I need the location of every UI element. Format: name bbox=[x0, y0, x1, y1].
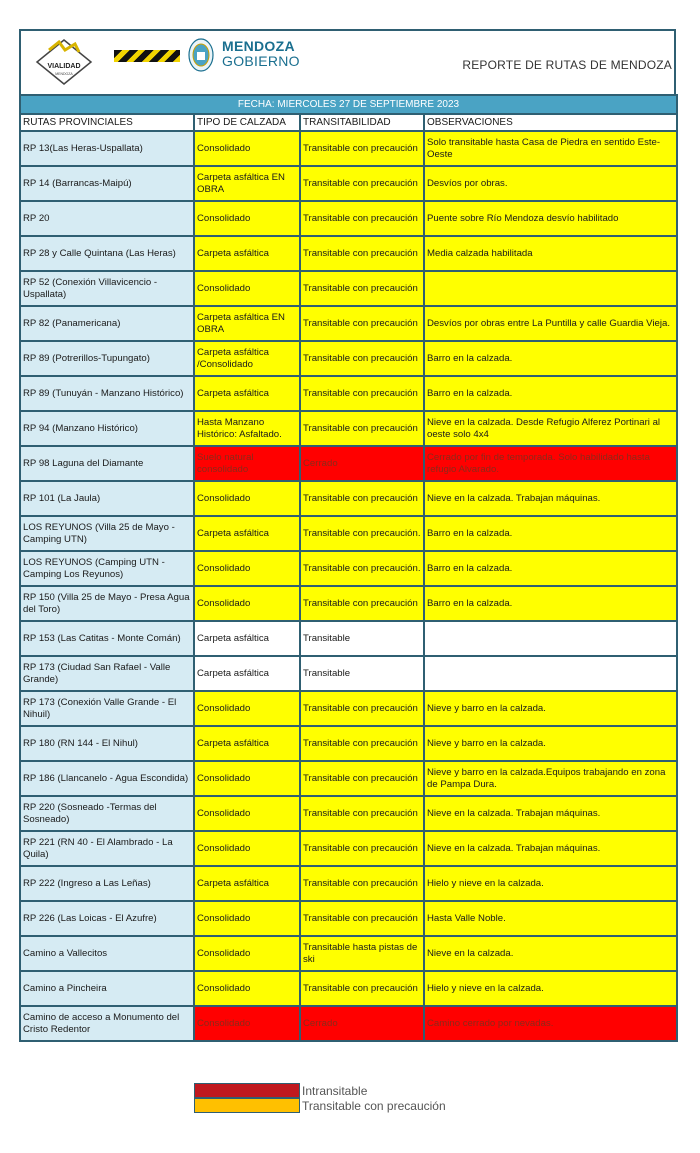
route-cell: LOS REYUNOS (Camping UTN - Camping Los Reyunos) bbox=[20, 551, 194, 586]
calzada-cell: Carpeta asfáltica bbox=[194, 866, 300, 901]
calzada-cell: Carpeta asfáltica bbox=[194, 516, 300, 551]
calzada-cell: Suelo natural consolidado bbox=[194, 446, 300, 481]
table-row bbox=[20, 411, 677, 446]
route-cell: RP 14 (Barrancas-Maipú) bbox=[20, 166, 194, 201]
calzada-cell: Consolidado bbox=[194, 761, 300, 796]
observaciones-cell: Cerrado por fin de temporada. Solo habilidado hasta refugio Alvarado. bbox=[424, 446, 677, 481]
route-cell: RP 150 (Villa 25 de Mayo - Presa Agua del Toro) bbox=[20, 586, 194, 621]
table-row bbox=[20, 306, 677, 341]
routes-table bbox=[19, 94, 678, 1042]
calzada-cell: Consolidado bbox=[194, 901, 300, 936]
transitabilidad-cell: Transitable con precaución bbox=[300, 481, 424, 516]
route-cell: RP 226 (Las Loicas - El Azufre) bbox=[20, 901, 194, 936]
date-row bbox=[20, 95, 677, 114]
calzada-cell: Consolidado bbox=[194, 481, 300, 516]
calzada-cell: Carpeta asfáltica bbox=[194, 726, 300, 761]
route-cell: Camino a Pincheira bbox=[20, 971, 194, 1006]
column-header-row bbox=[20, 114, 677, 131]
observaciones-cell: Puente sobre Río Mendoza desvío habilitado bbox=[424, 201, 677, 236]
calzada-cell: Consolidado bbox=[194, 201, 300, 236]
transitabilidad-cell: Transitable con precaución bbox=[300, 411, 424, 446]
observaciones-cell: Nieve en la calzada. Desde Refugio Alferez Portinari al oeste solo 4x4 bbox=[424, 411, 677, 446]
route-cell: RP 222 (Ingreso a Las Leñas) bbox=[20, 866, 194, 901]
transitabilidad-cell: Transitable con precaución bbox=[300, 586, 424, 621]
route-cell: RP 221 (RN 40 - El Alambrado - La Quila) bbox=[20, 831, 194, 866]
transitabilidad-cell: Transitable con precaución bbox=[300, 831, 424, 866]
observaciones-cell: Nieve y barro en la calzada.Equipos trabajando en zona de Pampa Dura. bbox=[424, 761, 677, 796]
table-row bbox=[20, 166, 677, 201]
column-header-rutas: RUTAS PROVINCIALES bbox=[20, 114, 194, 131]
mendoza-seal-icon bbox=[188, 37, 214, 73]
report-title: REPORTE DE RUTAS DE MENDOZA bbox=[462, 58, 672, 72]
brand-line2: GOBIERNO bbox=[222, 53, 300, 69]
table-row bbox=[20, 481, 677, 516]
mendoza-brand bbox=[222, 39, 300, 69]
calzada-cell: Consolidado bbox=[194, 796, 300, 831]
route-cell: RP 101 (La Jaula) bbox=[20, 481, 194, 516]
route-cell: LOS REYUNOS (Villa 25 de Mayo - Camping UTN) bbox=[20, 516, 194, 551]
table-row bbox=[20, 201, 677, 236]
table-row bbox=[20, 271, 677, 306]
observaciones-cell: Nieve en la calzada. Trabajan máquinas. bbox=[424, 831, 677, 866]
report-header bbox=[19, 29, 676, 94]
vialidad-logo-sub: MENDOZA bbox=[55, 72, 73, 76]
transitabilidad-cell: Transitable con precaución bbox=[300, 971, 424, 1006]
transitabilidad-cell: Transitable con precaución. bbox=[300, 516, 424, 551]
route-cell: RP 173 (Ciudad San Rafael - Valle Grande) bbox=[20, 656, 194, 691]
transitabilidad-cell: Transitable con precaución bbox=[300, 901, 424, 936]
report-sheet bbox=[19, 29, 676, 1042]
route-cell: RP 20 bbox=[20, 201, 194, 236]
calzada-cell: Consolidado bbox=[194, 691, 300, 726]
observaciones-cell: Solo transitable hasta Casa de Piedra en sentido Este-Oeste bbox=[424, 131, 677, 166]
transitabilidad-cell: Transitable con precaución bbox=[300, 691, 424, 726]
transitabilidad-cell: Transitable con precaución bbox=[300, 726, 424, 761]
observaciones-cell: Nieve y barro en la calzada. bbox=[424, 726, 677, 761]
calzada-cell: Carpeta asfáltica bbox=[194, 376, 300, 411]
route-cell: RP 94 (Manzano Histórico) bbox=[20, 411, 194, 446]
transitabilidad-cell: Cerrado bbox=[300, 446, 424, 481]
route-cell: Camino de acceso a Monumento del Cristo Redentor bbox=[20, 1006, 194, 1041]
transitabilidad-cell: Transitable con precaución bbox=[300, 271, 424, 306]
table-row bbox=[20, 376, 677, 411]
calzada-cell: Consolidado bbox=[194, 971, 300, 1006]
route-cell: RP 89 (Tunuyán - Manzano Histórico) bbox=[20, 376, 194, 411]
calzada-cell: Carpeta asfáltica EN OBRA bbox=[194, 306, 300, 341]
transitabilidad-cell: Transitable con precaución bbox=[300, 866, 424, 901]
column-header-observaciones: OBSERVACIONES bbox=[424, 114, 677, 131]
observaciones-cell: Barro en la calzada. bbox=[424, 516, 677, 551]
calzada-cell: Hasta Manzano Histórico: Asfaltado. bbox=[194, 411, 300, 446]
column-header-calzada: TIPO DE CALZADA bbox=[194, 114, 300, 131]
table-row bbox=[20, 831, 677, 866]
observaciones-cell: Hasta Valle Noble. bbox=[424, 901, 677, 936]
observaciones-cell: Desvíos por obras entre La Puntilla y calle Guardia Vieja. bbox=[424, 306, 677, 341]
calzada-cell: Consolidado bbox=[194, 831, 300, 866]
calzada-cell: Carpeta asfáltica bbox=[194, 621, 300, 656]
table-row bbox=[20, 621, 677, 656]
calzada-cell: Consolidado bbox=[194, 551, 300, 586]
route-cell: RP 180 (RN 144 - El Nihul) bbox=[20, 726, 194, 761]
transitabilidad-cell: Transitable hasta pistas de ski bbox=[300, 936, 424, 971]
calzada-cell: Carpeta asfáltica EN OBRA bbox=[194, 166, 300, 201]
transitabilidad-cell: Transitable con precaución bbox=[300, 376, 424, 411]
observaciones-cell: Barro en la calzada. bbox=[424, 586, 677, 621]
route-cell: RP 52 (Conexión Villavicencio - Uspallata) bbox=[20, 271, 194, 306]
route-cell: RP 186 (Llancanelo - Agua Escondida) bbox=[20, 761, 194, 796]
observaciones-cell: Barro en la calzada. bbox=[424, 551, 677, 586]
route-cell: RP 98 Laguna del Diamante bbox=[20, 446, 194, 481]
column-header-transitabilidad: TRANSITABILIDAD bbox=[300, 114, 424, 131]
table-row bbox=[20, 586, 677, 621]
legend-label: Transitable con precaución bbox=[302, 1098, 446, 1113]
observaciones-cell: Barro en la calzada. bbox=[424, 341, 677, 376]
transitabilidad-cell: Transitable con precaución. bbox=[300, 551, 424, 586]
table-row bbox=[20, 901, 677, 936]
observaciones-cell: Desvíos por obras. bbox=[424, 166, 677, 201]
hazard-stripes bbox=[114, 50, 180, 62]
table-row bbox=[20, 726, 677, 761]
table-row bbox=[20, 656, 677, 691]
transitabilidad-cell: Cerrado bbox=[300, 1006, 424, 1041]
route-cell: RP 82 (Panamericana) bbox=[20, 306, 194, 341]
route-cell: RP 153 (Las Catitas - Monte Comán) bbox=[20, 621, 194, 656]
transitabilidad-cell: Transitable con precaución bbox=[300, 341, 424, 376]
table-row bbox=[20, 796, 677, 831]
transitabilidad-cell: Transitable con precaución bbox=[300, 201, 424, 236]
legend-item-intransitable bbox=[194, 1083, 446, 1098]
calzada-cell: Carpeta asfáltica bbox=[194, 236, 300, 271]
observaciones-cell: Camino cerrado por nevadas. bbox=[424, 1006, 677, 1041]
vialidad-logo-text: VIALIDAD bbox=[47, 63, 81, 70]
table-row bbox=[20, 761, 677, 796]
table-row bbox=[20, 131, 677, 166]
observaciones-cell: Barro en la calzada. bbox=[424, 376, 677, 411]
transitabilidad-cell: Transitable con precaución bbox=[300, 131, 424, 166]
calzada-cell: Consolidado bbox=[194, 1006, 300, 1041]
legend-item-precaucion bbox=[194, 1098, 446, 1113]
route-cell: Camino a Vallecitos bbox=[20, 936, 194, 971]
route-cell: RP 28 y Calle Quintana (Las Heras) bbox=[20, 236, 194, 271]
calzada-cell: Consolidado bbox=[194, 271, 300, 306]
calzada-cell: Consolidado bbox=[194, 936, 300, 971]
observaciones-cell: Nieve y barro en la calzada. bbox=[424, 691, 677, 726]
vialidad-logo-icon bbox=[35, 38, 93, 88]
brand-line1: MENDOZA bbox=[222, 38, 295, 54]
table-row bbox=[20, 516, 677, 551]
observaciones-cell: Hielo y nieve en la calzada. bbox=[424, 866, 677, 901]
legend-swatch-red bbox=[194, 1083, 300, 1098]
route-cell: RP 89 (Potrerillos-Tupungato) bbox=[20, 341, 194, 376]
transitabilidad-cell: Transitable con precaución bbox=[300, 236, 424, 271]
table-row bbox=[20, 1006, 677, 1041]
observaciones-cell bbox=[424, 271, 677, 306]
calzada-cell: Carpeta asfáltica /Consolidado bbox=[194, 341, 300, 376]
observaciones-cell: Nieve en la calzada. bbox=[424, 936, 677, 971]
table-row bbox=[20, 341, 677, 376]
table-row bbox=[20, 446, 677, 481]
transitabilidad-cell: Transitable con precaución bbox=[300, 796, 424, 831]
table-row bbox=[20, 936, 677, 971]
observaciones-cell: Nieve en la calzada. Trabajan máquinas. bbox=[424, 796, 677, 831]
transitabilidad-cell: Transitable con precaución bbox=[300, 761, 424, 796]
transitabilidad-cell: Transitable con precaución bbox=[300, 306, 424, 341]
table-row bbox=[20, 691, 677, 726]
observaciones-cell bbox=[424, 621, 677, 656]
calzada-cell: Consolidado bbox=[194, 131, 300, 166]
route-cell: RP 173 (Conexión Valle Grande - El Nihuil) bbox=[20, 691, 194, 726]
transitabilidad-cell: Transitable con precaución bbox=[300, 166, 424, 201]
report-date: FECHA: MIERCOLES 27 DE SEPTIEMBRE 2023 bbox=[20, 95, 677, 114]
observaciones-cell: Nieve en la calzada. Trabajan máquinas. bbox=[424, 481, 677, 516]
observaciones-cell: Hielo y nieve en la calzada. bbox=[424, 971, 677, 1006]
route-cell: RP 13(Las Heras-Uspallata) bbox=[20, 131, 194, 166]
table-row bbox=[20, 971, 677, 1006]
transitabilidad-cell: Transitable bbox=[300, 621, 424, 656]
route-cell: RP 220 (Sosneado -Termas del Sosneado) bbox=[20, 796, 194, 831]
legend-swatch-orange bbox=[194, 1098, 300, 1113]
observaciones-cell bbox=[424, 656, 677, 691]
calzada-cell: Consolidado bbox=[194, 586, 300, 621]
table-row bbox=[20, 866, 677, 901]
table-row bbox=[20, 551, 677, 586]
legend bbox=[194, 1083, 446, 1113]
transitabilidad-cell: Transitable bbox=[300, 656, 424, 691]
legend-label: Intransitable bbox=[302, 1083, 368, 1098]
observaciones-cell: Media calzada habilitada bbox=[424, 236, 677, 271]
table-row bbox=[20, 236, 677, 271]
calzada-cell: Carpeta asfáltica bbox=[194, 656, 300, 691]
